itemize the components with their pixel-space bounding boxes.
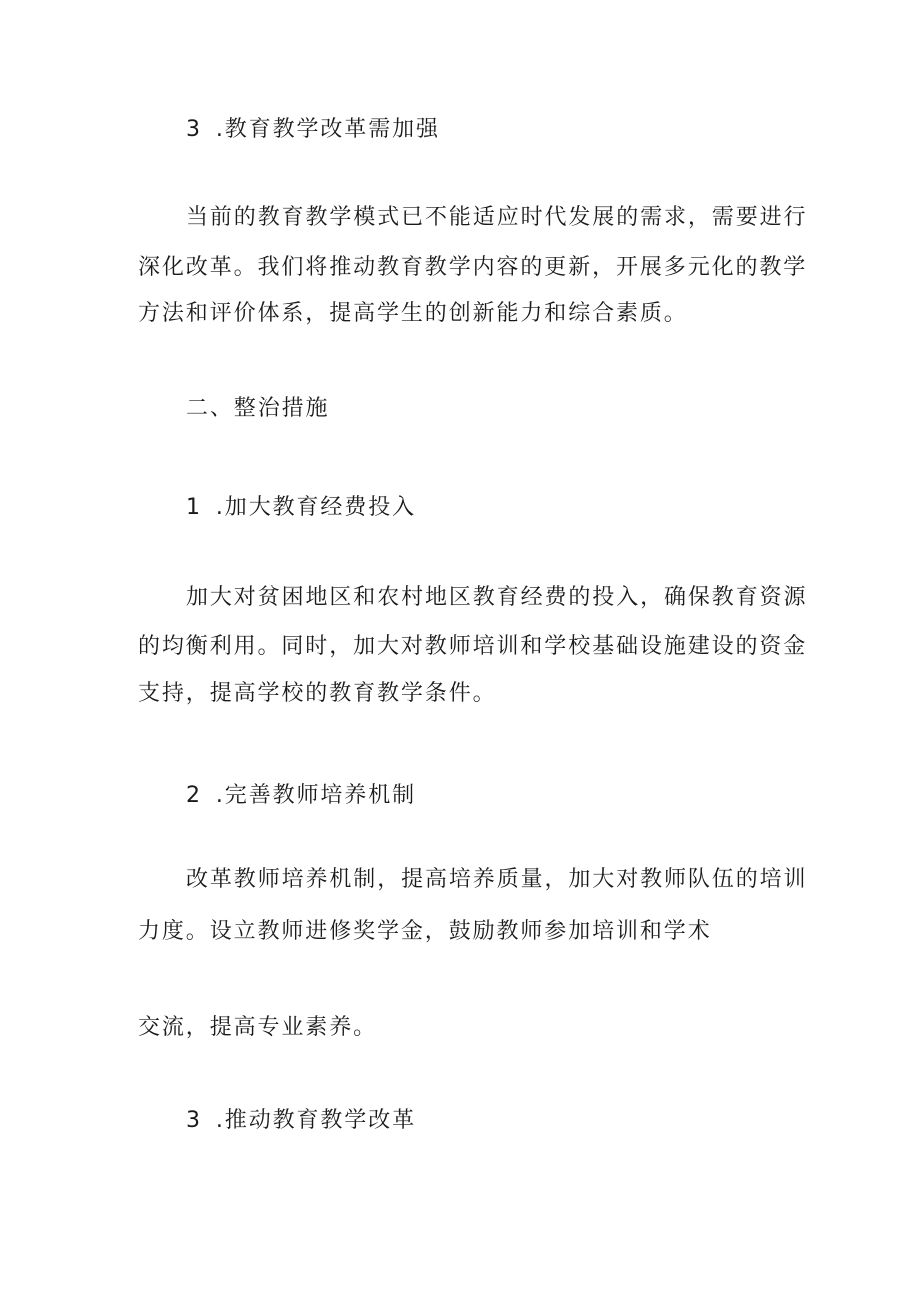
heading-reform-needed: [186, 114, 440, 146]
heading-promote-reform: [186, 1105, 416, 1137]
heading-text: .加大教育经费投入: [215, 495, 416, 520]
heading-number: 1: [186, 495, 202, 520]
paragraph-line: 加大对贫困地区和农村地区教育经费的投入，确保教育资源: [186, 585, 808, 610]
paragraph-line: 深化改革。我们将推动教育教学内容的更新，开展多元化的教学: [138, 255, 808, 280]
heading-text: .推动教育教学改革: [215, 1108, 416, 1133]
heading-number: 3: [186, 1108, 202, 1133]
heading-text: .完善教师培养机制: [215, 783, 416, 808]
paragraph-line: 支持，提高学校的教育教学条件。: [138, 681, 497, 706]
heading-text: .教育教学改革需加强: [215, 117, 440, 142]
heading-teacher-training: [186, 780, 416, 812]
paragraph-line: 力度。设立教师进修奖学金，鼓励教师参加培训和学术: [138, 919, 712, 944]
paragraph-line: 的均衡利用。同时，加大对教师培训和学校基础设施建设的资金: [138, 634, 808, 659]
paragraph-line: 交流，提高专业素养。: [138, 1015, 378, 1040]
paragraph-line: 当前的教育教学模式已不能适应时代发展的需求，需要进行: [186, 205, 808, 230]
heading-number: 3: [186, 117, 202, 142]
paragraph-line: 方法和评价体系，提高学生的创新能力和综合素质。: [138, 301, 688, 326]
heading-number: 2: [186, 783, 202, 808]
section-heading-measures: 二、整治措施: [186, 396, 330, 421]
heading-increase-funding: [186, 492, 416, 524]
paragraph-line: 改革教师培养机制，提高培养质量，加大对教师队伍的培训: [186, 867, 808, 892]
